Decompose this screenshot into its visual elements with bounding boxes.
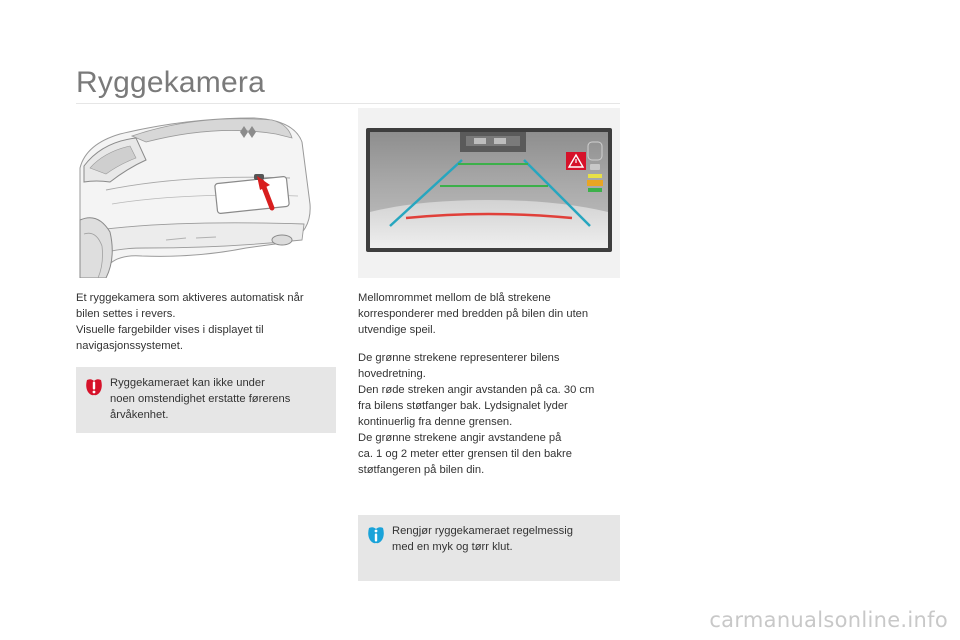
intro-line: Visuelle fargebilder vises i displayet til bbox=[76, 324, 264, 336]
warning-line: noen omstendighet erstatte førerens bbox=[110, 393, 291, 405]
intro-line: navigasjonssystemet. bbox=[76, 340, 183, 352]
guide-lines-line: De grønne strekene representerer bilens bbox=[358, 352, 560, 364]
info-icon bbox=[366, 525, 386, 545]
guide-lines-line: Den røde streken angir avstanden på ca. 30 cm bbox=[358, 384, 595, 396]
blue-lines-line: utvendige speil. bbox=[358, 324, 436, 336]
guide-lines-line: ca. 1 og 2 meter etter grensen til den bakre bbox=[358, 448, 572, 460]
intro-paragraph bbox=[76, 290, 338, 354]
guide-lines-line: De grønne strekene angir avstandene på bbox=[358, 432, 562, 444]
page-title: Ryggekamera bbox=[76, 66, 265, 99]
hazard-triangle-icon bbox=[566, 152, 586, 170]
intro-line: bilen settes i revers. bbox=[76, 308, 176, 320]
intro-line: Et ryggekamera som aktiveres automatisk når bbox=[76, 292, 304, 304]
info-line: Rengjør ryggekameraet regelmessig bbox=[392, 525, 573, 537]
warning-line: årvåkenhet. bbox=[110, 409, 169, 421]
car-rear-illustration bbox=[76, 108, 336, 278]
guide-lines-line: kontinuerlig fra denne grensen. bbox=[358, 416, 513, 428]
guide-lines-line: hovedretning. bbox=[358, 368, 426, 380]
warning-note-text bbox=[110, 375, 328, 423]
title-divider bbox=[76, 103, 620, 104]
camera-display-illustration bbox=[358, 108, 620, 278]
warning-line: Ryggekameraet kan ikke under bbox=[110, 377, 265, 389]
blue-lines-line: korresponderer med bredden på bilen din uten bbox=[358, 308, 589, 320]
warning-note bbox=[76, 367, 336, 433]
guide-lines-line: støtfangeren på bilen din. bbox=[358, 464, 485, 476]
guide-lines-line: fra bilens støtfanger bak. Lydsignalet lyder bbox=[358, 400, 568, 412]
info-note-text bbox=[392, 523, 610, 555]
exclamation-warning-icon bbox=[84, 377, 104, 397]
watermark: carmanualsonline.info bbox=[709, 608, 948, 632]
info-note bbox=[358, 515, 620, 581]
guide-lines-paragraph bbox=[358, 350, 622, 478]
info-line: med en myk og tørr klut. bbox=[392, 541, 513, 553]
blue-lines-line: Mellomrommet mellom de blå strekene bbox=[358, 292, 551, 304]
blue-lines-paragraph bbox=[358, 290, 620, 338]
